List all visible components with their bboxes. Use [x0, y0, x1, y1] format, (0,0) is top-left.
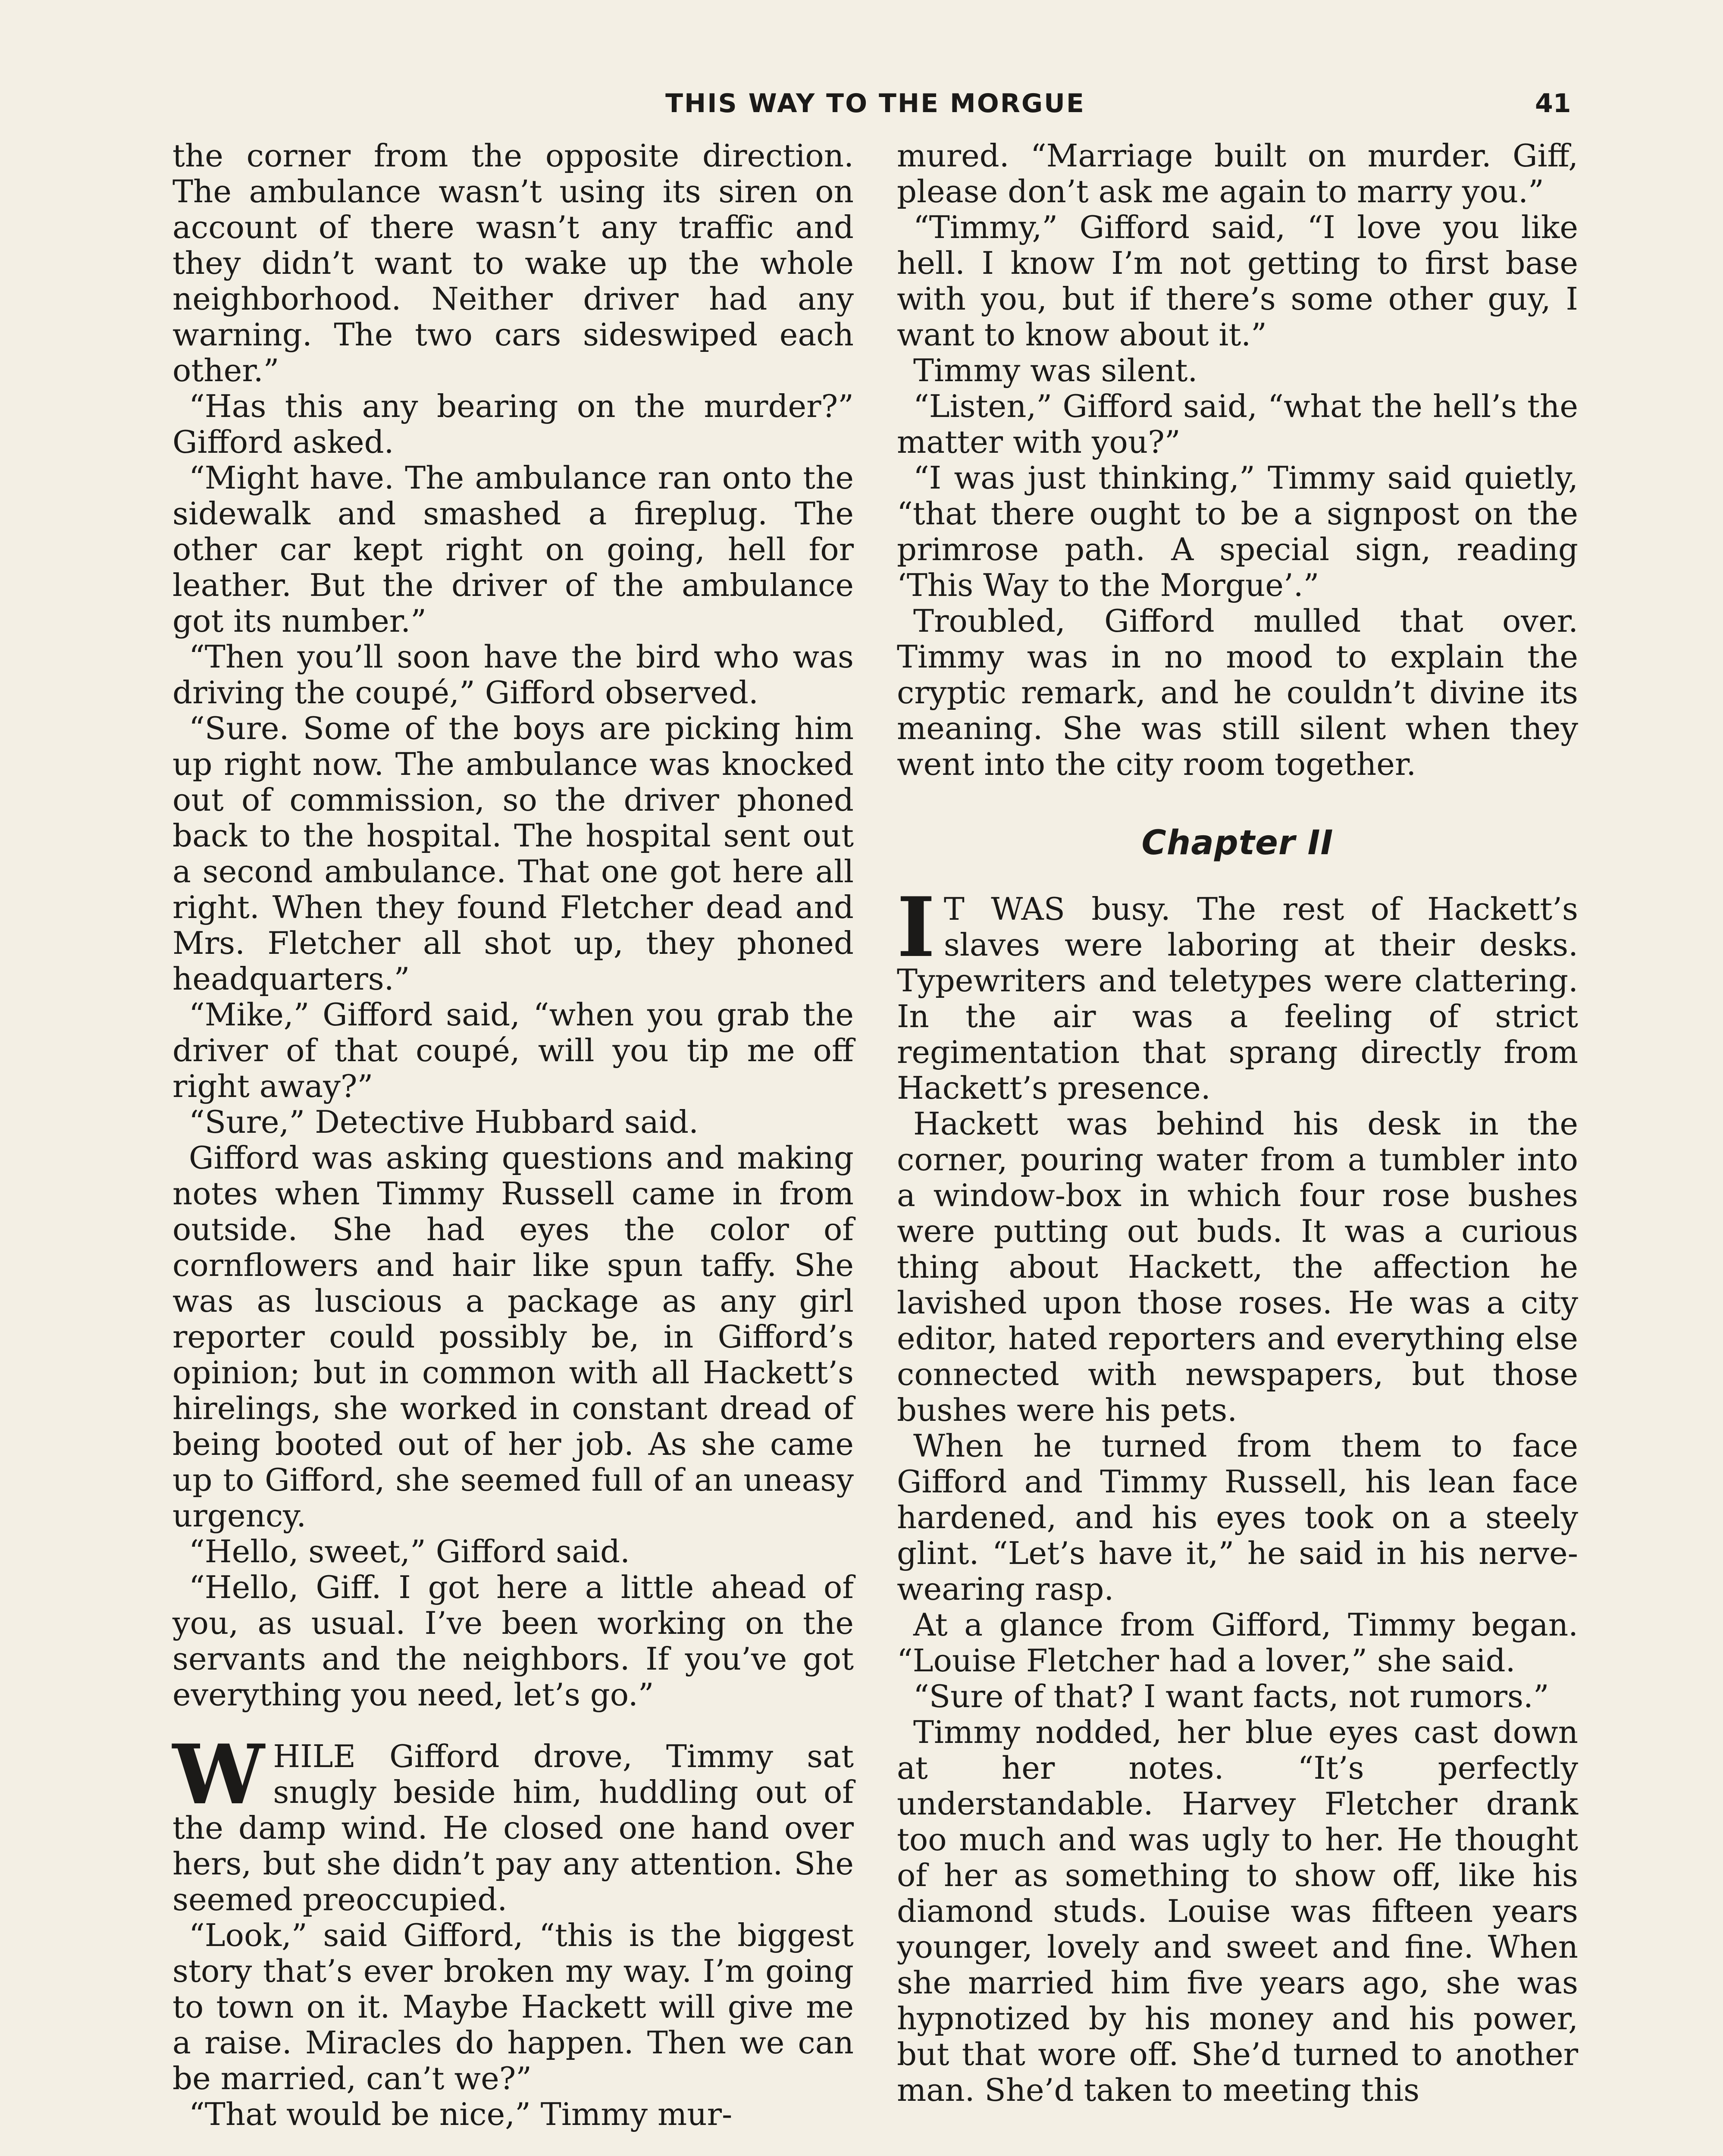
left-column [172, 138, 854, 2132]
paragraph: “Might have. The ambulance ran onto the sidewalk and smashed a fireplug. The other car kept right on going, hell for leather. But the driver of the ambulance got its number.” [172, 460, 854, 639]
paragraph: “That would be nice,” Timmy mur- [189, 2096, 733, 2132]
paragraph: “Has this any bearing on the murder?” Gifford asked. [172, 388, 854, 460]
paragraph: “Sure. Some of the boys are picking him up right now. The ambulance was knocked out of commission, so the driver phoned back to the hospital. The hospital sent out a second ambulance. That one got here all right. When they found Fletcher dead and Mrs. Fletcher all shot up, they phoned headquarters.” [172, 710, 854, 997]
paragraph: “Look,” said Gifford, “this is the biggest story that’s ever broken my way. I’m going to town on it. Maybe Hackett will give me a raise. Miracles do happen. Then we can be married, can’t we?” [172, 1917, 854, 2096]
paragraph: When he turned from them to face Gifford and Timmy Russell, his lean face hardened, and his eyes took on a steely glint. “Let’s have it,” he said in his nerve-wearing rasp. [897, 1428, 1578, 1607]
paragraph: “I was just thinking,” Timmy said quietly, “that there ought to be a signpost on the primrose path. A special sign, reading ‘This Way to the Morgue’.” [897, 460, 1578, 603]
paragraph: the corner from the opposite direction. The ambulance wasn’t using its siren on account of there wasn’t any traffic and they didn’t want to wake up the whole neighborhood. Neither driver had any warning. The two cars sideswiped each other.” [172, 138, 854, 389]
paragraph: “Hello, Giff. I got here a little ahead of you, as usual. I’ve been working on the servants and the neighbors. If you’ve got everything you need, let’s go.” [172, 1569, 854, 1713]
paragraph: Timmy was silent. [913, 352, 1198, 389]
paragraph: “Sure,” Detective Hubbard said. [189, 1104, 699, 1140]
paragraph: “Timmy,” Gifford said, “I love you like hell. I know I’m not getting to first base with you, but if there’s some other guy, I want to know about it.” [897, 209, 1578, 353]
paragraph: “Then you’ll soon have the bird who was driving the coupé,” Gifford observed. [172, 639, 854, 711]
paragraph: Timmy nodded, her blue eyes cast down at her notes. “It’s perfectly understandable. Harvey Fletcher drank too much and was ugly to her. He thought of her as something to show off, like his diamond studs. Louise was fifteen years younger, lovely and sweet and fine. When she married him five years ago, she was hypnotized by his money and his power, but that wore off. She’d turned to another man. She’d taken to meeting this [897, 1714, 1578, 2108]
right-column [897, 138, 1578, 2108]
dropcap-paragraph [172, 1727, 854, 1918]
chapter-heading: Chapter II [1141, 824, 1334, 862]
paragraph: “Hello, sweet,” Gifford said. [189, 1533, 630, 1570]
paragraph: “Mike,” Gifford said, “when you grab the driver of that coupé, will you tip me off right away?” [172, 997, 854, 1104]
paragraph: mured. “Marriage built on murder. Giff, please don’t ask me again to marry you.” [897, 138, 1578, 210]
drop-cap: W [172, 1727, 265, 1823]
running-title: THIS WAY TO THE MORGUE [665, 88, 1085, 119]
paragraph: “Sure of that? I want facts, not rumors.” [913, 1678, 1549, 1714]
dropcap-paragraph-text: T WAS busy. The rest of Hackett’s slaves were laboring at their desks. Typewriters and teletypes were clattering. In the air was a feeling of strict regimentation that sprang directly from Hackett’s presence. [897, 891, 1578, 1106]
drop-cap: I [897, 879, 935, 975]
paragraph: Hackett was behind his desk in the corner, pouring water from a tumbler into a window-box in which four rose bushes were putting out buds. It was a curious thing about Hackett, the affection he lavished upon those roses. He was a city editor, hated reporters and everything else connected with newspapers, but those bushes were his pets. [897, 1106, 1578, 1428]
paragraph: Gifford was asking questions and making notes when Timmy Russell came in from outside. She had eyes the color of cornflowers and hair like spun taffy. She was as luscious a package as any girl reporter could possibly be, in Gifford’s opinion; but in common with all Hackett’s hirelings, she worked in constant dread of being booted out of her job. As she came up to Gifford, she seemed full of an uneasy urgency. [172, 1140, 854, 1534]
paragraph: “Listen,” Gifford said, “what the hell’s the matter with you?” [897, 388, 1578, 460]
dropcap-paragraph [897, 879, 1578, 1106]
page-number: 41 [1535, 88, 1571, 119]
paragraph: Troubled, Gifford mulled that over. Timmy was in no mood to explain the cryptic remark, and he couldn’t divine its meaning. She was still silent when they went into the city room together. [897, 603, 1578, 782]
dropcap-paragraph-text: HILE Gifford drove, Timmy sat snugly beside him, huddling out of the damp wind. He closed one hand over hers, but she didn’t pay any attention. She seemed preoccupied. [172, 1738, 854, 1918]
paragraph: At a glance from Gifford, Timmy began. “Louise Fletcher had a lover,” she said. [897, 1607, 1578, 1679]
